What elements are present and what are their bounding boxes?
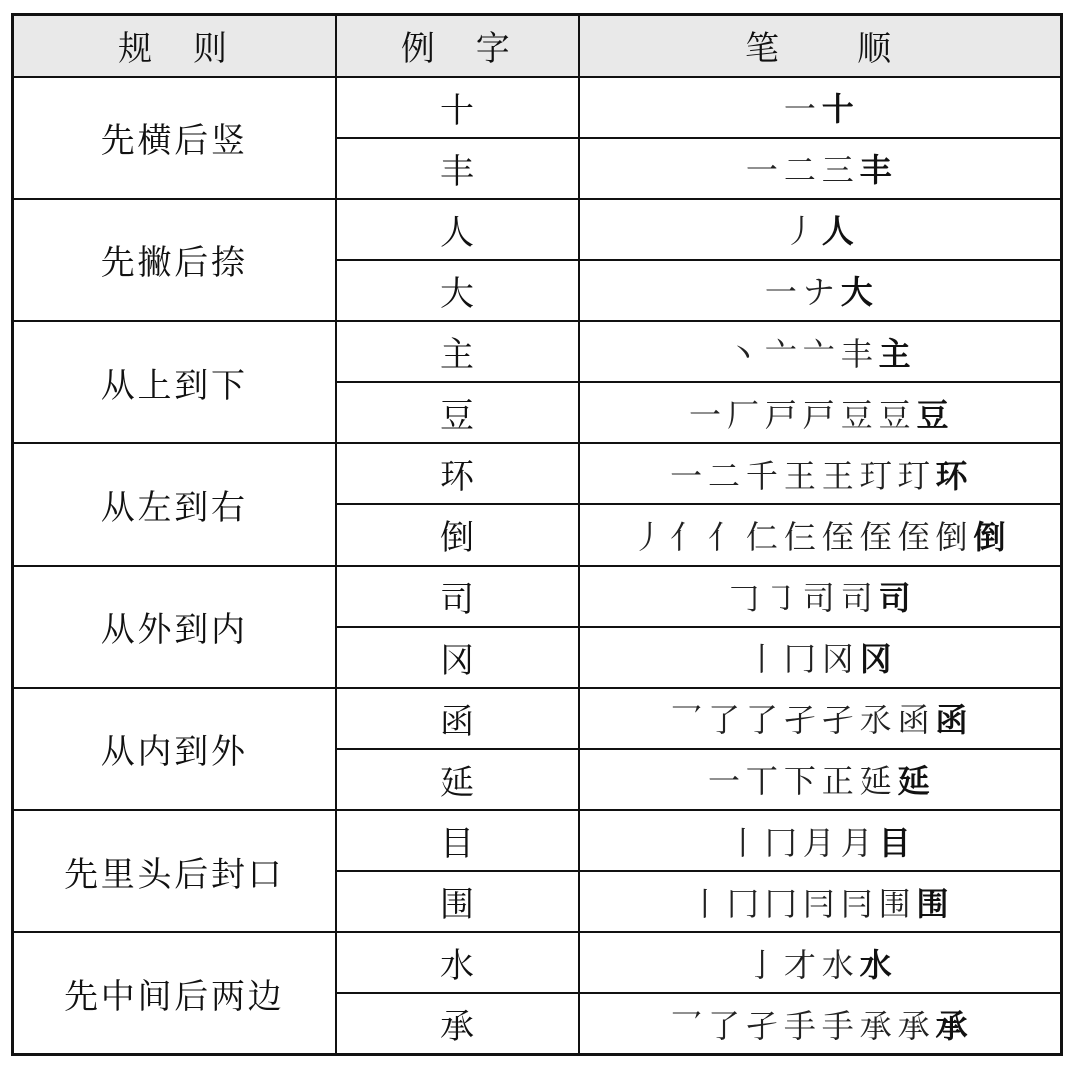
header-example: 例 字: [336, 15, 579, 77]
stroke-order-cell: [579, 932, 1062, 993]
stroke-step: 延: [859, 762, 894, 801]
stroke-step: ㇆: [764, 579, 799, 618]
stroke-step: 冂: [783, 640, 818, 679]
stroke-step: 孑: [745, 1006, 780, 1045]
stroke-step: 玎: [897, 456, 932, 495]
stroke-step: 延: [897, 762, 932, 801]
table-row: [13, 443, 1062, 504]
stroke-step: 氶: [859, 701, 894, 740]
stroke-step: 豆: [878, 395, 913, 434]
stroke-step: 正: [821, 762, 856, 801]
stroke-step: 冃: [802, 884, 837, 923]
table-row: [13, 566, 1062, 627]
stroke-step: 冂: [726, 884, 761, 923]
stroke-step: 王: [783, 456, 818, 495]
stroke-step: 侄: [821, 517, 856, 556]
stroke-step: 三: [821, 151, 856, 190]
stroke-step: 倒: [935, 517, 970, 556]
stroke-order-cell: [579, 749, 1062, 810]
stroke-step: 十: [821, 90, 856, 129]
stroke-order-cell: [579, 260, 1062, 321]
stroke-step: 戸: [802, 395, 837, 434]
header-rule: 规 则: [13, 15, 336, 77]
stroke-step: 承: [859, 1006, 894, 1045]
stroke-order-cell: [579, 504, 1062, 565]
stroke-step: 了: [745, 701, 780, 740]
stroke-step: 水: [821, 945, 856, 984]
stroke-order-cell: [579, 566, 1062, 627]
example-char-cell: 十: [336, 77, 579, 138]
example-char-cell: 大: [336, 260, 579, 321]
stroke-step: 人: [821, 212, 856, 251]
stroke-step: 月: [840, 823, 875, 862]
example-char-cell: 目: [336, 810, 579, 871]
stroke-step: 了: [707, 1006, 742, 1045]
stroke-step: 大: [840, 273, 875, 312]
stroke-step: 丿: [783, 212, 818, 251]
rule-cell: 先中间后两边: [13, 932, 336, 1054]
stroke-step: 一: [783, 90, 818, 129]
stroke-order-cell: [579, 382, 1062, 443]
stroke-step: 水: [859, 945, 894, 984]
stroke-step: 冈: [821, 640, 856, 679]
stroke-step: 一: [670, 456, 704, 495]
stroke-step: 丅: [745, 762, 780, 801]
stroke-order-table: [11, 13, 1063, 1056]
stroke-step: 二: [783, 151, 818, 190]
stroke-order-cell: [579, 810, 1062, 871]
rule-cell: 从内到外: [13, 688, 336, 810]
stroke-step: 玎: [859, 456, 894, 495]
stroke-order-cell: [579, 443, 1062, 504]
stroke-step: 函: [935, 701, 970, 740]
stroke-step: 丨: [745, 640, 780, 679]
rule-cell: 先里头后封口: [13, 810, 336, 932]
stroke-step: 冃: [840, 884, 875, 923]
stroke-step: 月: [802, 823, 837, 862]
stroke-step: 冈: [859, 640, 894, 679]
example-char-cell: 冈: [336, 627, 579, 688]
stroke-step: 孑: [821, 701, 856, 740]
stroke-step: 手: [821, 1006, 856, 1045]
stroke-step: 丨: [689, 884, 723, 923]
stroke-step: 亠: [764, 334, 799, 373]
stroke-order-cell: [579, 993, 1062, 1054]
example-char-cell: 人: [336, 199, 579, 260]
stroke-step: 函: [897, 701, 932, 740]
stroke-step: 乛: [670, 1006, 704, 1045]
rule-cell: 先横后竖: [13, 77, 336, 199]
rule-cell: 从左到右: [13, 443, 336, 565]
stroke-step: 目: [878, 823, 913, 862]
stroke-step: 手: [783, 1006, 818, 1045]
stroke-order-cell: [579, 321, 1062, 382]
stroke-step: 承: [897, 1006, 932, 1045]
stroke-order-cell: [579, 627, 1062, 688]
table-row: [13, 321, 1062, 382]
stroke-step: 下: [783, 762, 818, 801]
rule-cell: 从外到内: [13, 566, 336, 688]
rule-cell: 先撇后捺: [13, 199, 336, 321]
table-row: [13, 932, 1062, 993]
stroke-step: 二: [707, 456, 742, 495]
stroke-step: 亻: [707, 517, 742, 556]
stroke-step: ナ: [802, 273, 837, 312]
stroke-step: 亻: [670, 517, 704, 556]
table-row: [13, 77, 1062, 138]
stroke-order-cell: [579, 871, 1062, 932]
stroke-step: 丶: [726, 334, 761, 373]
example-char-cell: 承: [336, 993, 579, 1054]
stroke-step: 一: [745, 151, 780, 190]
stroke-step: 主: [878, 334, 913, 373]
example-char-cell: 豆: [336, 382, 579, 443]
stroke-step: 一: [707, 762, 742, 801]
stroke-step: 侄: [897, 517, 932, 556]
stroke-step: 厂: [726, 395, 761, 434]
example-char-cell: 倒: [336, 504, 579, 565]
header-order: 笔 顺: [579, 15, 1062, 77]
stroke-step: 一: [764, 273, 799, 312]
stroke-step: 司: [840, 579, 875, 618]
stroke-step: 千: [745, 456, 780, 495]
stroke-order-cell: [579, 138, 1062, 199]
stroke-step: 亅: [745, 945, 780, 984]
example-char-cell: 延: [336, 749, 579, 810]
stroke-step: 围: [916, 884, 951, 923]
stroke-step: 仁: [745, 517, 780, 556]
stroke-step: 𠃌: [726, 579, 761, 618]
stroke-step: 乛: [670, 701, 704, 740]
stroke-step: 丰: [840, 334, 875, 373]
stroke-step: 司: [878, 579, 913, 618]
stroke-step: 豆: [916, 395, 951, 434]
stroke-step: 丨: [726, 823, 761, 862]
stroke-step: 承: [935, 1006, 970, 1045]
stroke-step: 才: [783, 945, 818, 984]
table-row: [13, 688, 1062, 749]
table-body: [13, 77, 1062, 1055]
stroke-step: 围: [878, 884, 913, 923]
stroke-step: 侄: [859, 517, 894, 556]
stroke-step: 孑: [783, 701, 818, 740]
rule-cell: 从上到下: [13, 321, 336, 443]
stroke-step: 冂: [764, 823, 799, 862]
stroke-order-cell: [579, 77, 1062, 138]
stroke-step: 倒: [973, 517, 1008, 556]
stroke-step: 丰: [859, 151, 894, 190]
example-char-cell: 丰: [336, 138, 579, 199]
stroke-step: 王: [821, 456, 856, 495]
stroke-step: 丿: [632, 517, 667, 556]
table-row: [13, 199, 1062, 260]
table-row: [13, 810, 1062, 871]
stroke-step: 仨: [783, 517, 818, 556]
stroke-step: 环: [935, 456, 970, 495]
stroke-step: 司: [802, 579, 837, 618]
example-char-cell: 水: [336, 932, 579, 993]
example-char-cell: 函: [336, 688, 579, 749]
example-char-cell: 环: [336, 443, 579, 504]
stroke-step: 豆: [840, 395, 875, 434]
stroke-order-cell: [579, 199, 1062, 260]
stroke-step: 了: [707, 701, 742, 740]
example-char-cell: 司: [336, 566, 579, 627]
stroke-step: 戸: [764, 395, 799, 434]
stroke-step: 一: [689, 395, 723, 434]
stroke-step: 亠: [802, 334, 837, 373]
stroke-step: 冂: [764, 884, 799, 923]
example-char-cell: 围: [336, 871, 579, 932]
example-char-cell: 主: [336, 321, 579, 382]
stroke-order-cell: [579, 688, 1062, 749]
header-row: [13, 15, 1062, 77]
